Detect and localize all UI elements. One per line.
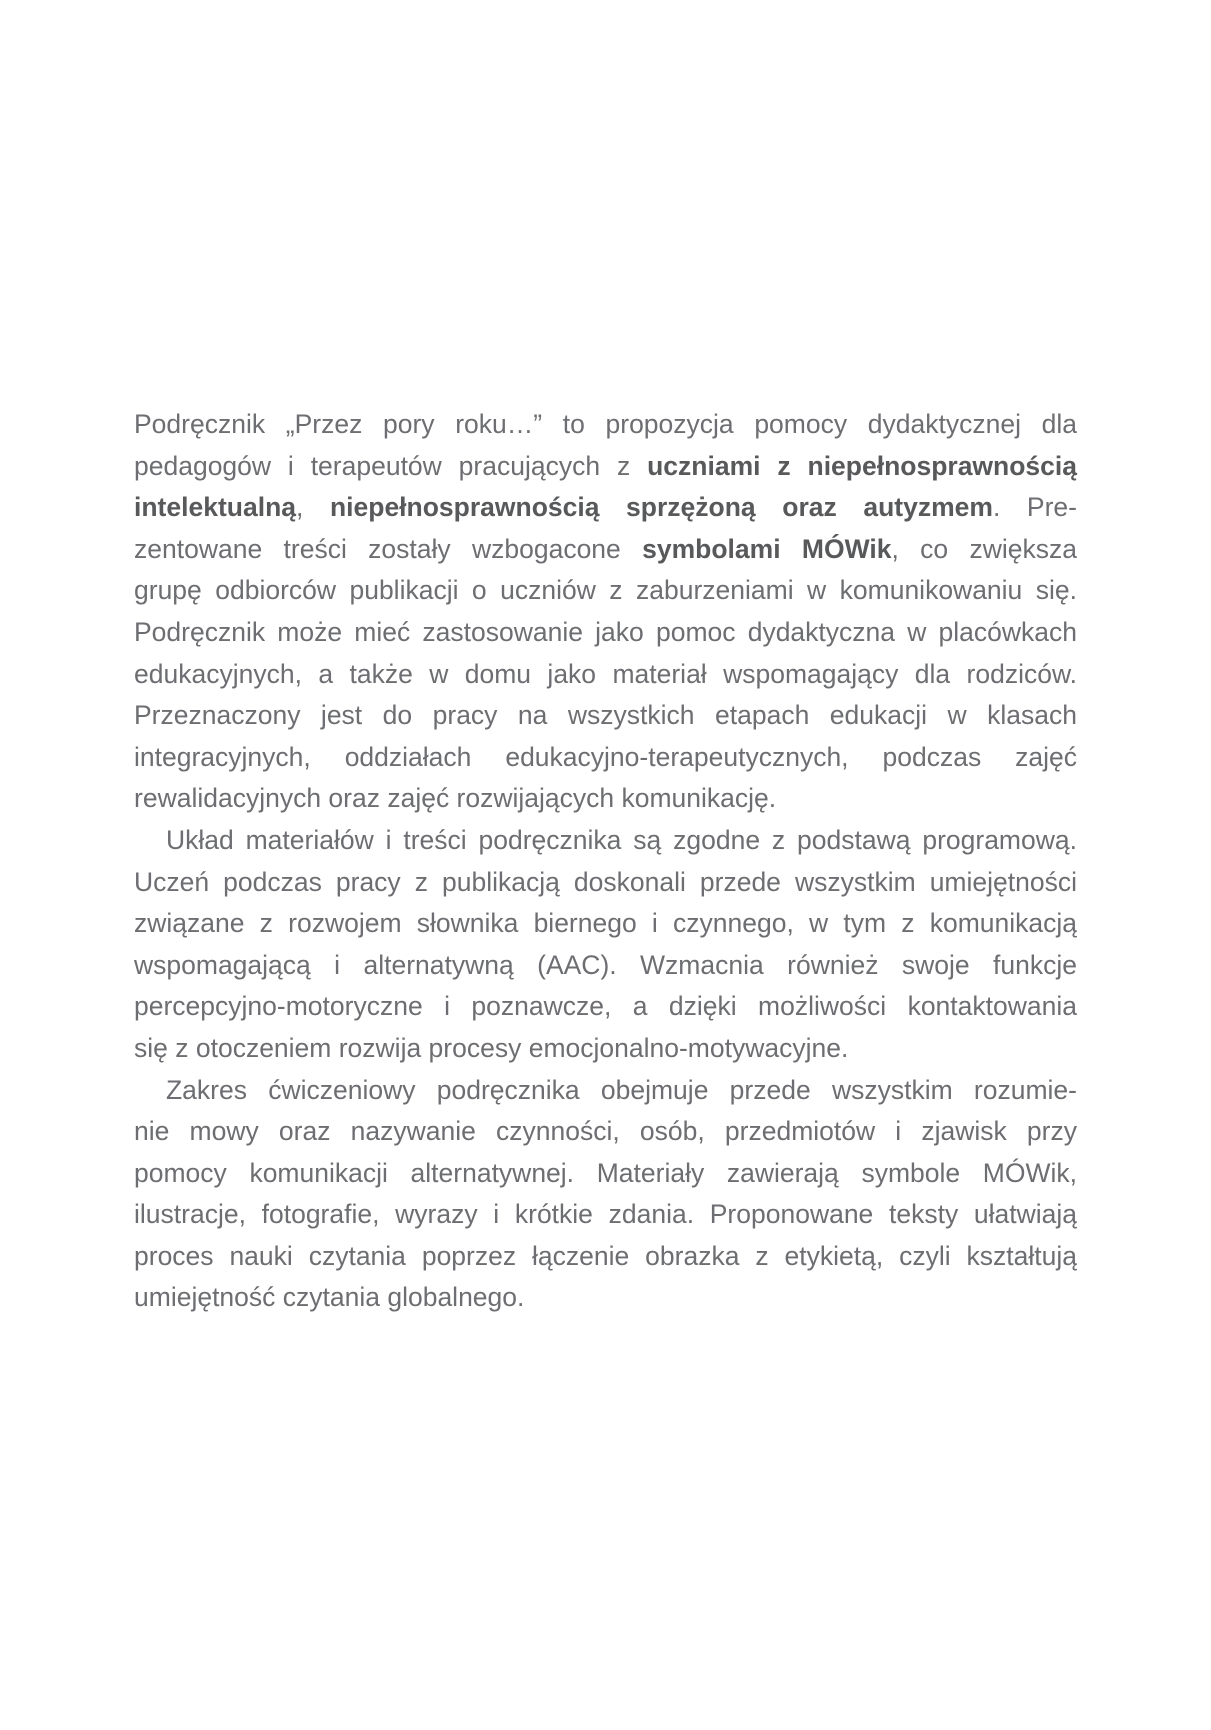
text-line xyxy=(134,945,1077,987)
text-segment: Podręcznik może mieć zastosowanie jako pomoc dydaktyczna w placówkach xyxy=(134,616,1077,647)
text-line xyxy=(134,1153,1077,1195)
text-segment: . Pre- xyxy=(992,492,1077,523)
bold-text: niepełnosprawnością sprzężoną oraz autyzmem xyxy=(329,492,993,523)
text-segment: Przeznaczony jest do pracy na wszystkich etapach edukacji w klasach xyxy=(134,700,1077,731)
text-line xyxy=(134,1111,1077,1153)
text-line xyxy=(134,820,1077,862)
text-line xyxy=(134,1070,1077,1112)
text-line xyxy=(134,737,1077,779)
text-segment: edukacyjnych, a także w domu jako materiał wspomagający dla rodziców. xyxy=(134,658,1077,689)
text-segment: integracyjnych, oddziałach edukacyjno-terapeutycznych, podczas zajęć xyxy=(134,741,1077,772)
paragraph xyxy=(134,820,1077,1070)
text-segment: nie mowy oraz nazywanie czynności, osób, przedmiotów i zjawisk przy xyxy=(134,1116,1077,1147)
body-text xyxy=(134,404,1077,1319)
text-segment: pomocy komunikacji alternatywnej. Materiały zawierają symbole MÓWik, xyxy=(134,1157,1077,1188)
text-segment: związane z rozwojem słownika biernego i czynnego, w tym z komunikacją xyxy=(134,908,1077,939)
text-line xyxy=(134,903,1077,945)
text-segment: , xyxy=(296,492,330,523)
text-line xyxy=(134,695,1077,737)
text-line xyxy=(134,570,1077,612)
text-segment: ilustracje, fotografie, wyrazy i krótkie zdania. Proponowane teksty ułatwiają xyxy=(134,1199,1077,1230)
bold-text: uczniami z niepełnosprawnością xyxy=(647,450,1077,481)
text-segment: się z otoczeniem rozwija procesy emocjonalno-motywacyjne. xyxy=(134,1032,849,1063)
bold-text: symbolami MÓWik xyxy=(642,533,892,564)
text-segment: proces nauki czytania poprzez łączenie obrazka z etykietą, czyli kształtują xyxy=(134,1240,1077,1271)
text-line xyxy=(134,404,1077,446)
text-line xyxy=(134,1277,1077,1319)
text-segment: zentowane treści zostały wzbogacone xyxy=(134,533,643,564)
text-segment: rewalidacyjnych oraz zajęć rozwijających komunikację. xyxy=(134,783,777,814)
text-line xyxy=(134,654,1077,696)
text-segment: Podręcznik „Przez pory roku…” to propozycja pomocy dydaktycznej dla xyxy=(134,409,1077,439)
text-line xyxy=(134,1236,1077,1278)
text-line xyxy=(134,487,1077,529)
text-segment: Uczeń podczas pracy z publikacją doskonali przede wszystkim umiejętności xyxy=(134,866,1077,897)
text-segment: , co zwiększa xyxy=(891,533,1077,564)
text-line xyxy=(134,1194,1077,1236)
text-segment: wspomagającą i alternatywną (AAC). Wzmacnia również swoje funkcje xyxy=(134,949,1077,980)
text-segment: percepcyjno-motoryczne i poznawcze, a dzięki możliwości kontaktowania xyxy=(134,991,1077,1022)
text-segment: umiejętność czytania globalnego. xyxy=(134,1282,525,1313)
bold-text: intelektualną xyxy=(134,492,296,523)
text-line xyxy=(134,612,1077,654)
text-segment: Zakres ćwiczeniowy podręcznika obejmuje przede wszystkim rozumie- xyxy=(166,1074,1077,1105)
paragraph xyxy=(134,1070,1077,1320)
text-segment: pedagogów i terapeutów pracujących z xyxy=(134,450,648,481)
text-line xyxy=(134,529,1077,571)
paragraph xyxy=(134,404,1077,820)
text-line xyxy=(134,862,1077,904)
text-line xyxy=(134,986,1077,1028)
text-segment: grupę odbiorców publikacji o uczniów z zaburzeniami w komunikowaniu się. xyxy=(134,575,1077,606)
text-segment: Układ materiałów i treści podręcznika są zgodne z podstawą programową. xyxy=(166,824,1077,855)
text-line xyxy=(134,1028,1077,1070)
text-line xyxy=(134,446,1077,488)
text-line xyxy=(134,778,1077,820)
